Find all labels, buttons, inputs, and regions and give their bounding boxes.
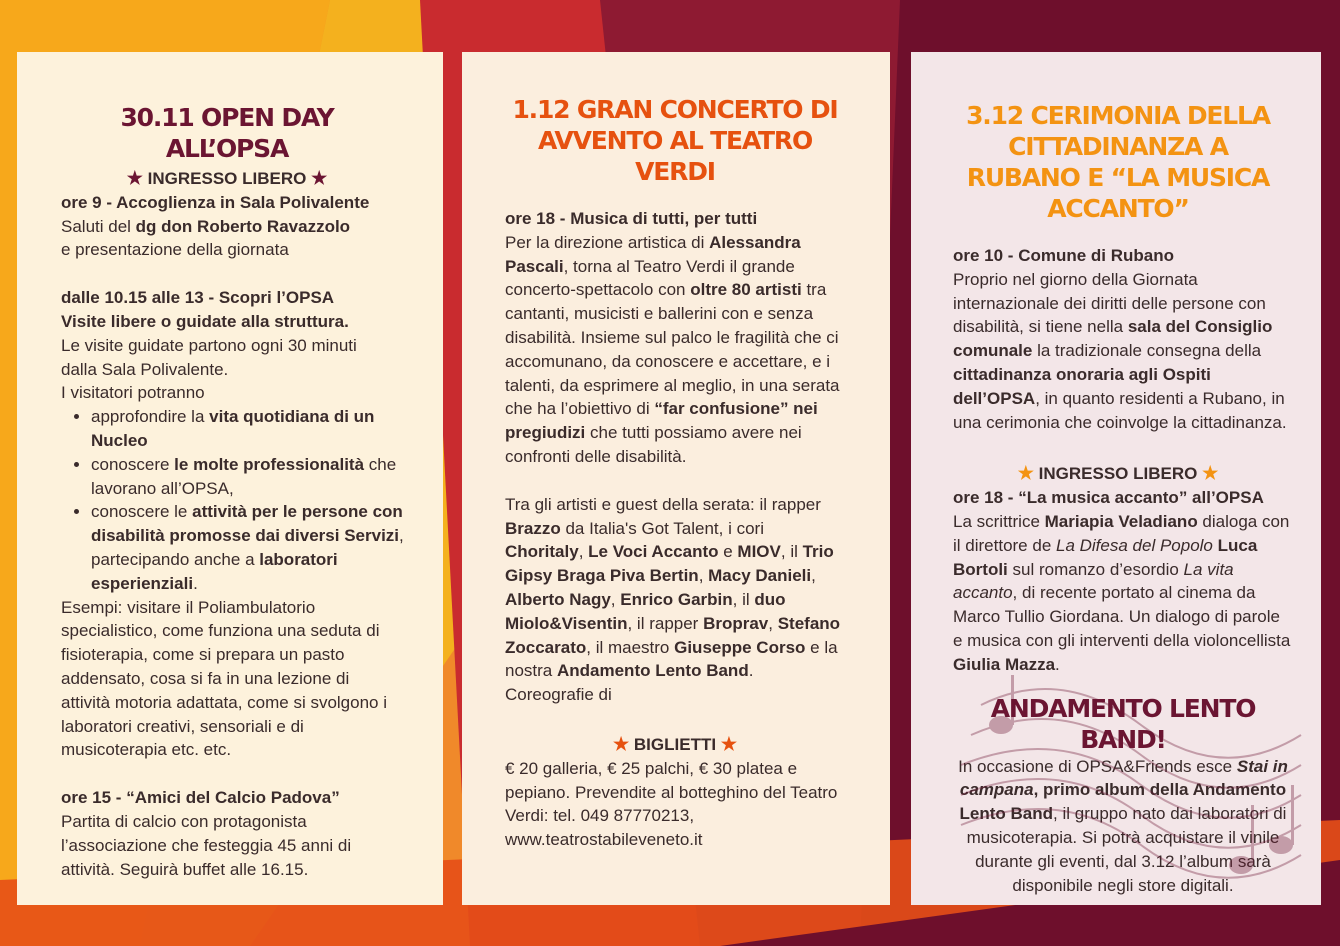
star-icon: ★ [126,168,143,188]
event-heading: dalle 10.15 alle 13 - Scopri l’OPSA [61,288,335,308]
star-icon: ★ [311,168,328,188]
column-open-day [17,52,443,905]
free-entry-label: INGRESSO LIBERO [1038,464,1198,484]
ceremony-description: Proprio nel giorno della Giornata internazionale dei diritti delle persone con disabilità, si tiene nella sala del Consiglio comunale la tradizionale consegna della cittadinanza onoraria agli Ospiti dell’OPSA, in quanto residenti a Rubano, in una cerimonia che coinvolge la cittadinanza. [953,269,1287,432]
bullet-list [61,405,411,595]
column-concert [462,52,890,905]
text: I visitatori potranno [61,383,205,403]
music-event-description: La scrittrice Mariapia Veladiano dialoga con il direttore de La Difesa del Popolo Luca Bortoli sul romanzo d’esordio La vita accanto, di recente portato al cinema da Marco Tullio Giordana. Un dialogo di parole e musica con gli interventi della violoncellista Giulia Mazza. [953,511,1291,674]
text-bold: dg don Roberto Ravazzolo [135,216,351,236]
ceremony-title: 3.12 CERIMONIA DELLA CITTADINANZA A RUBANO E “LA MUSICA ACCANTO” [966,101,1270,223]
text: e presentazione della giornata [61,240,289,260]
event-heading: ore 18 - “La musica accanto” all’OPSA [953,488,1264,508]
artists-list: Tra gli artisti e guest della serata: il rapper Brazzo da Italia's Got Talent, i cori Choritaly, Le Voci Accanto e MIOV, il Trio Gipsy Braga Piva Bertin, Macy Danieli, Alberto Nagy, Enrico Garbin, il duo Miolo&Visentin, il rapper Broprav, Stefano Zoccarato, il maestro Giuseppe Corso e la nostra Andamento Lento Band. Coreografie di [505,494,841,705]
event-heading: ore 15 - “Amici del Calcio Padova” [61,788,340,808]
event-subheading: Visite libere o guidate alla struttura. [61,311,349,331]
band-description: In occasione di OPSA&Friends esce Stai in campana, primo album della Andamento Lento Band, il gruppo nato dai laboratori di musicoterapia. Si potrà acquistare il vinile durante gli eventi, dal 3.12 l’album sarà disponibile negli store digitali. [958,756,1288,895]
list-item: • conoscere le attività per le persone con disabilità promosse dai diversi Servizi, partecipando anche a laboratori esperienziali. [91,500,411,595]
band-title: ANDAMENTO LENTO BAND! [990,693,1256,754]
text: Le visite guidate partono ogni 30 minuti dalla Sala Polivalente. [61,335,357,379]
event-heading: ore 10 - Comune di Rubano [953,246,1175,265]
event-heading: ore 18 - Musica di tutti, per tutti [505,209,758,228]
tickets-heading [505,733,845,757]
star-icon: ★ [1017,463,1034,484]
event-heading: ore 9 - Accoglienza in Sala Polivalente [61,192,370,212]
free-entry-heading [61,167,443,191]
open-day-title: 30.11 OPEN DAY ALL’OPSA [120,103,334,163]
star-icon: ★ [1202,463,1219,484]
free-entry-label: INGRESSO LIBERO [147,169,307,188]
star-icon: ★ [720,733,737,754]
text: Esempi: visitare il Poliambulatorio specialistico, come funziona una seduta di fisioterapia, come si prepara un pasto addensato, cosa si fa in una lezione di attività motoria adattata, come si svolgono i laboratori creativi, sensoriali e di musicoterapia etc. etc. [61,597,387,760]
star-icon: ★ [613,733,630,754]
list-item: • conoscere le molte professionalità che lavorano all’OPSA, [91,453,411,501]
column-ceremony [911,52,1321,905]
concert-title: 1.12 GRAN CONCERTO DI AVVENTO AL TEATRO VERDI [512,95,838,186]
list-item: • approfondire la vita quotidiana di un Nucleo [91,405,411,453]
tickets-info: € 20 galleria, € 25 palchi, € 30 platea e pepiano. Prevendite al botteghino del Teatro Verdi: tel. 049 87770213, www.teatrostabileveneto.it [505,758,838,850]
text: Partita di calcio con protagonista l’associazione che festeggia 45 anni di attività. Seguirà buffet alle 16.15. [61,811,352,879]
free-entry-heading [953,462,1283,486]
tickets-label: BIGLIETTI [633,734,717,754]
concert-description: Per la direzione artistica di Alessandra Pascali, torna al Teatro Verdi il grande concerto-spettacolo con oltre 80 artisti tra cantanti, musicisti e ballerini con e senza disabilità. Insieme sul palco le fragilità che ci accomunano, da conoscere e accettare, e i talenti, da esprimere al meglio, in una serata che ha l’obiettivo di “far confusione” nei pregiudizi che tutti possiamo avere nei confronti delle disabilità. [505,232,840,466]
text: Saluti del [61,216,136,236]
